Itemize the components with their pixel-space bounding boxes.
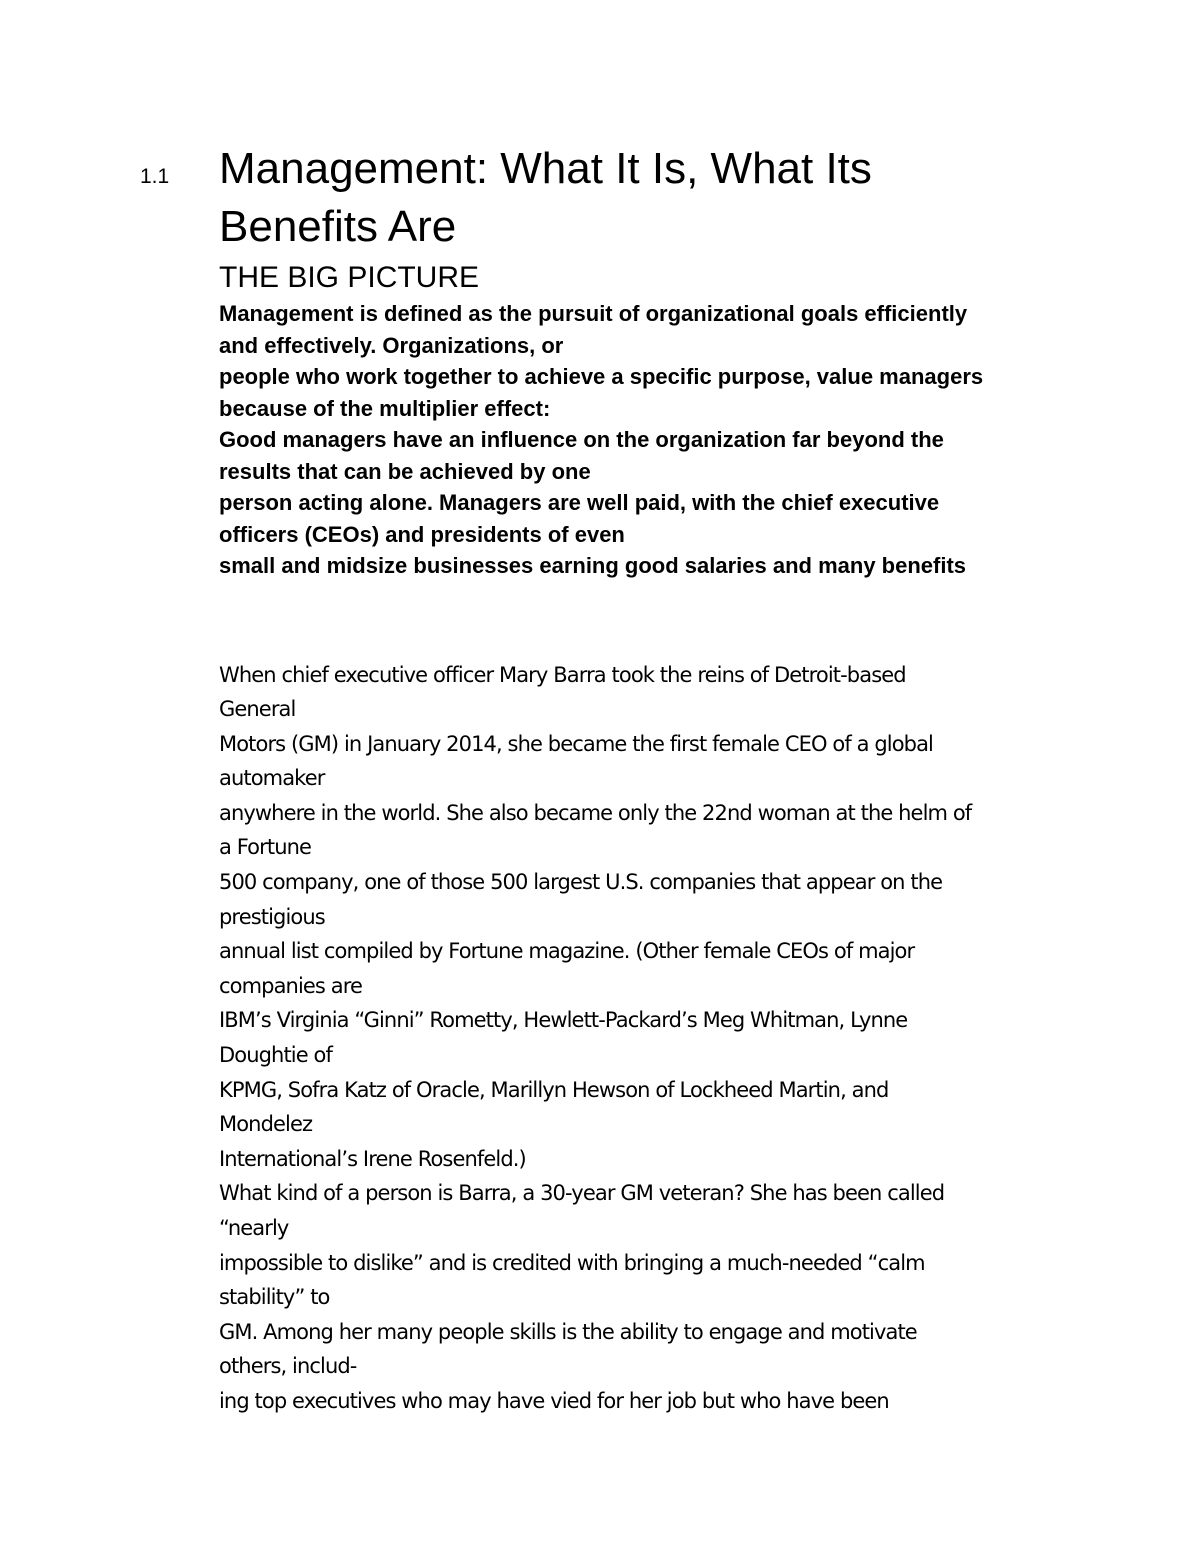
body-line: anywhere in the world. She also became only the 22nd woman at the helm of — [219, 800, 972, 825]
body-line: automaker — [219, 766, 325, 791]
body-line: 500 company, one of those 500 largest U.S. companies that appear on the — [219, 870, 943, 895]
section-number: 1.1 — [140, 165, 170, 188]
body-line: General — [219, 697, 296, 722]
intro-line: because of the multiplier effect: — [219, 395, 551, 421]
body-paragraph — [219, 658, 1079, 1419]
intro-paragraph — [219, 298, 1079, 582]
intro-line: officers (CEOs) and presidents of even — [219, 521, 625, 547]
body-line: GM. Among her many people skills is the ability to engage and motivate — [219, 1319, 917, 1344]
body-line: a Fortune — [219, 835, 312, 860]
body-line: KPMG, Sofra Katz of Oracle, Marillyn Hewson of Lockheed Martin, and — [219, 1077, 889, 1102]
body-line: annual list compiled by Fortune magazine. (Other female CEOs of major — [219, 939, 915, 964]
body-line: Motors (GM) in January 2014, she became the first female CEO of a global — [219, 731, 933, 756]
intro-line: and effectively. Organizations, or — [219, 332, 564, 358]
section-title-line: Benefits Are — [219, 202, 457, 251]
body-line: When chief executive officer Mary Barra took the reins of Detroit-based — [219, 662, 906, 687]
intro-line: Management is defined as the pursuit of organizational goals efficiently — [219, 301, 968, 326]
section-title — [219, 140, 1079, 256]
body-line: Doughtie of — [219, 1043, 332, 1068]
body-line: What kind of a person is Barra, a 30-year GM veteran? She has been called — [219, 1181, 945, 1206]
body-line: impossible to dislike” and is credited with bringing a much-needed “calm — [219, 1250, 925, 1275]
body-line: “nearly — [219, 1216, 289, 1240]
section-title-line: Management: What It Is, What Its — [219, 144, 872, 193]
intro-line: results that can be achieved by one — [219, 458, 591, 484]
body-line: IBM’s Virginia “Ginni” Rometty, Hewlett-Packard’s Meg Whitman, Lynne — [219, 1008, 908, 1033]
body-line: companies are — [219, 973, 362, 998]
body-line: ing top executives who may have vied for her job but who have been — [219, 1388, 889, 1413]
intro-line: person acting alone. Managers are well paid, with the chief executive — [219, 490, 940, 515]
intro-line: people who work together to achieve a specific purpose, value managers — [219, 364, 984, 389]
intro-line: small and midsize businesses earning good salaries and many benefits — [219, 553, 967, 578]
page-content — [219, 140, 1079, 1419]
body-line: Mondelez — [219, 1112, 313, 1137]
intro-line: Good managers have an influence on the organization far beyond the — [219, 427, 944, 452]
body-line: International’s Irene Rosenfeld.) — [219, 1146, 526, 1171]
section-subtitle: THE BIG PICTURE — [219, 261, 480, 294]
body-line: others, includ- — [219, 1354, 357, 1379]
body-line: stability” to — [219, 1285, 330, 1310]
body-line: prestigious — [219, 904, 325, 929]
